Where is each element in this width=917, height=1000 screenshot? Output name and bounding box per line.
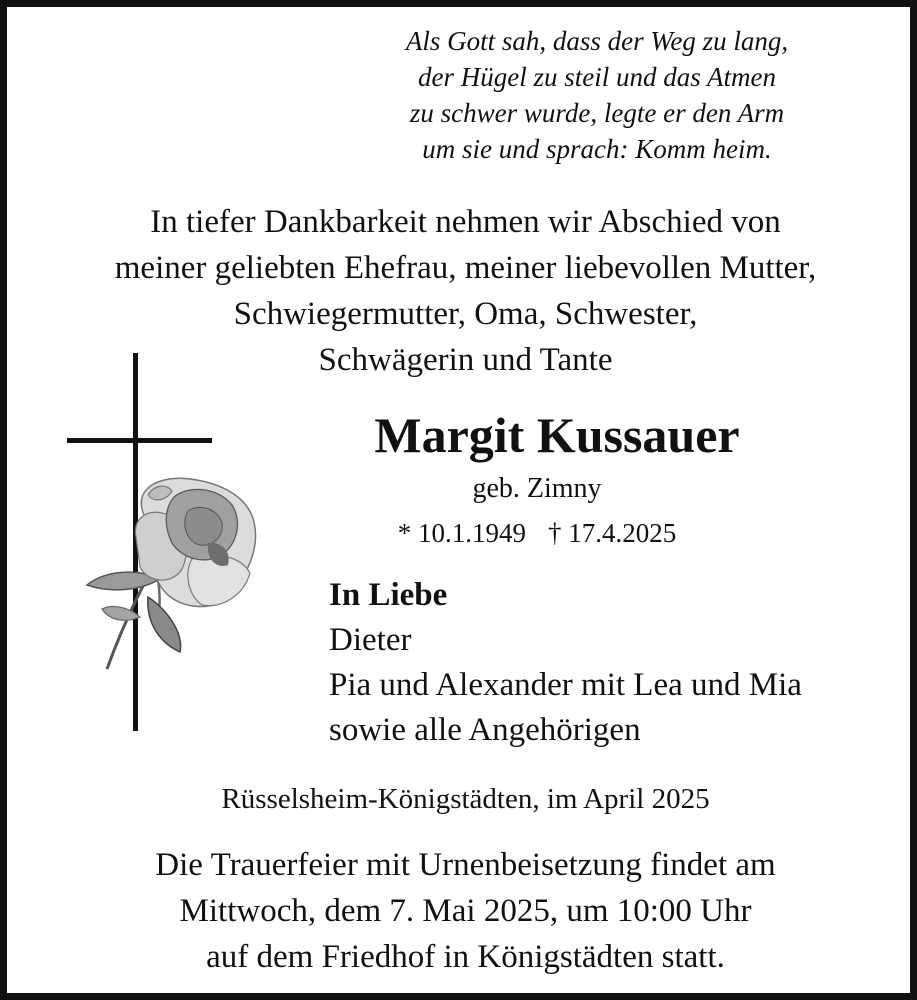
deceased-name: Margit Kussauer [374,407,740,463]
poem-line: zu schwer wurde, legte er den Arm [409,98,785,128]
rose-icon [87,478,256,669]
mourners-lead: In Liebe [329,577,448,613]
service-line: Die Trauerfeier mit Urnenbeisetzung findet am [155,847,776,883]
mourners [329,573,909,753]
death-date: † 17.4.2025 [548,518,677,548]
intro-line: Schwiegermutter, Oma, Schwester, [233,296,698,332]
poem-line: der Hügel zu steil und das Atmen [418,62,776,92]
birth-date: * 10.1.1949 [397,518,526,548]
poem-line: Als Gott sah, dass der Weg zu lang, [405,26,789,56]
cross-and-rose [62,347,272,737]
service-line: Mittwoch, dem 7. Mai 2025, um 10:00 Uhr [179,893,752,929]
poem-line: um sie und sprach: Komm heim. [422,134,772,164]
intro-line: In tiefer Dankbarkeit nehmen wir Abschied von [150,204,781,240]
poem [337,23,857,167]
mourner-line: Pia und Alexander mit Lea und Mia [329,667,802,703]
mourner-line: sowie alle Angehörigen [329,712,641,748]
life-dates [327,515,747,551]
mourner-line: Dieter [329,622,412,658]
intro-line: Schwägerin und Tante [318,342,613,378]
service-line: auf dem Friedhof in Königstädten statt. [206,939,725,975]
maiden-name: geb. Zimny [472,473,602,504]
place-and-date: Rüsselsheim-Königstädten, im April 2025 [221,783,710,815]
intro-line: meiner geliebten Ehefrau, meiner liebevollen Mutter, [114,250,817,286]
funeral-service-info [27,842,904,980]
